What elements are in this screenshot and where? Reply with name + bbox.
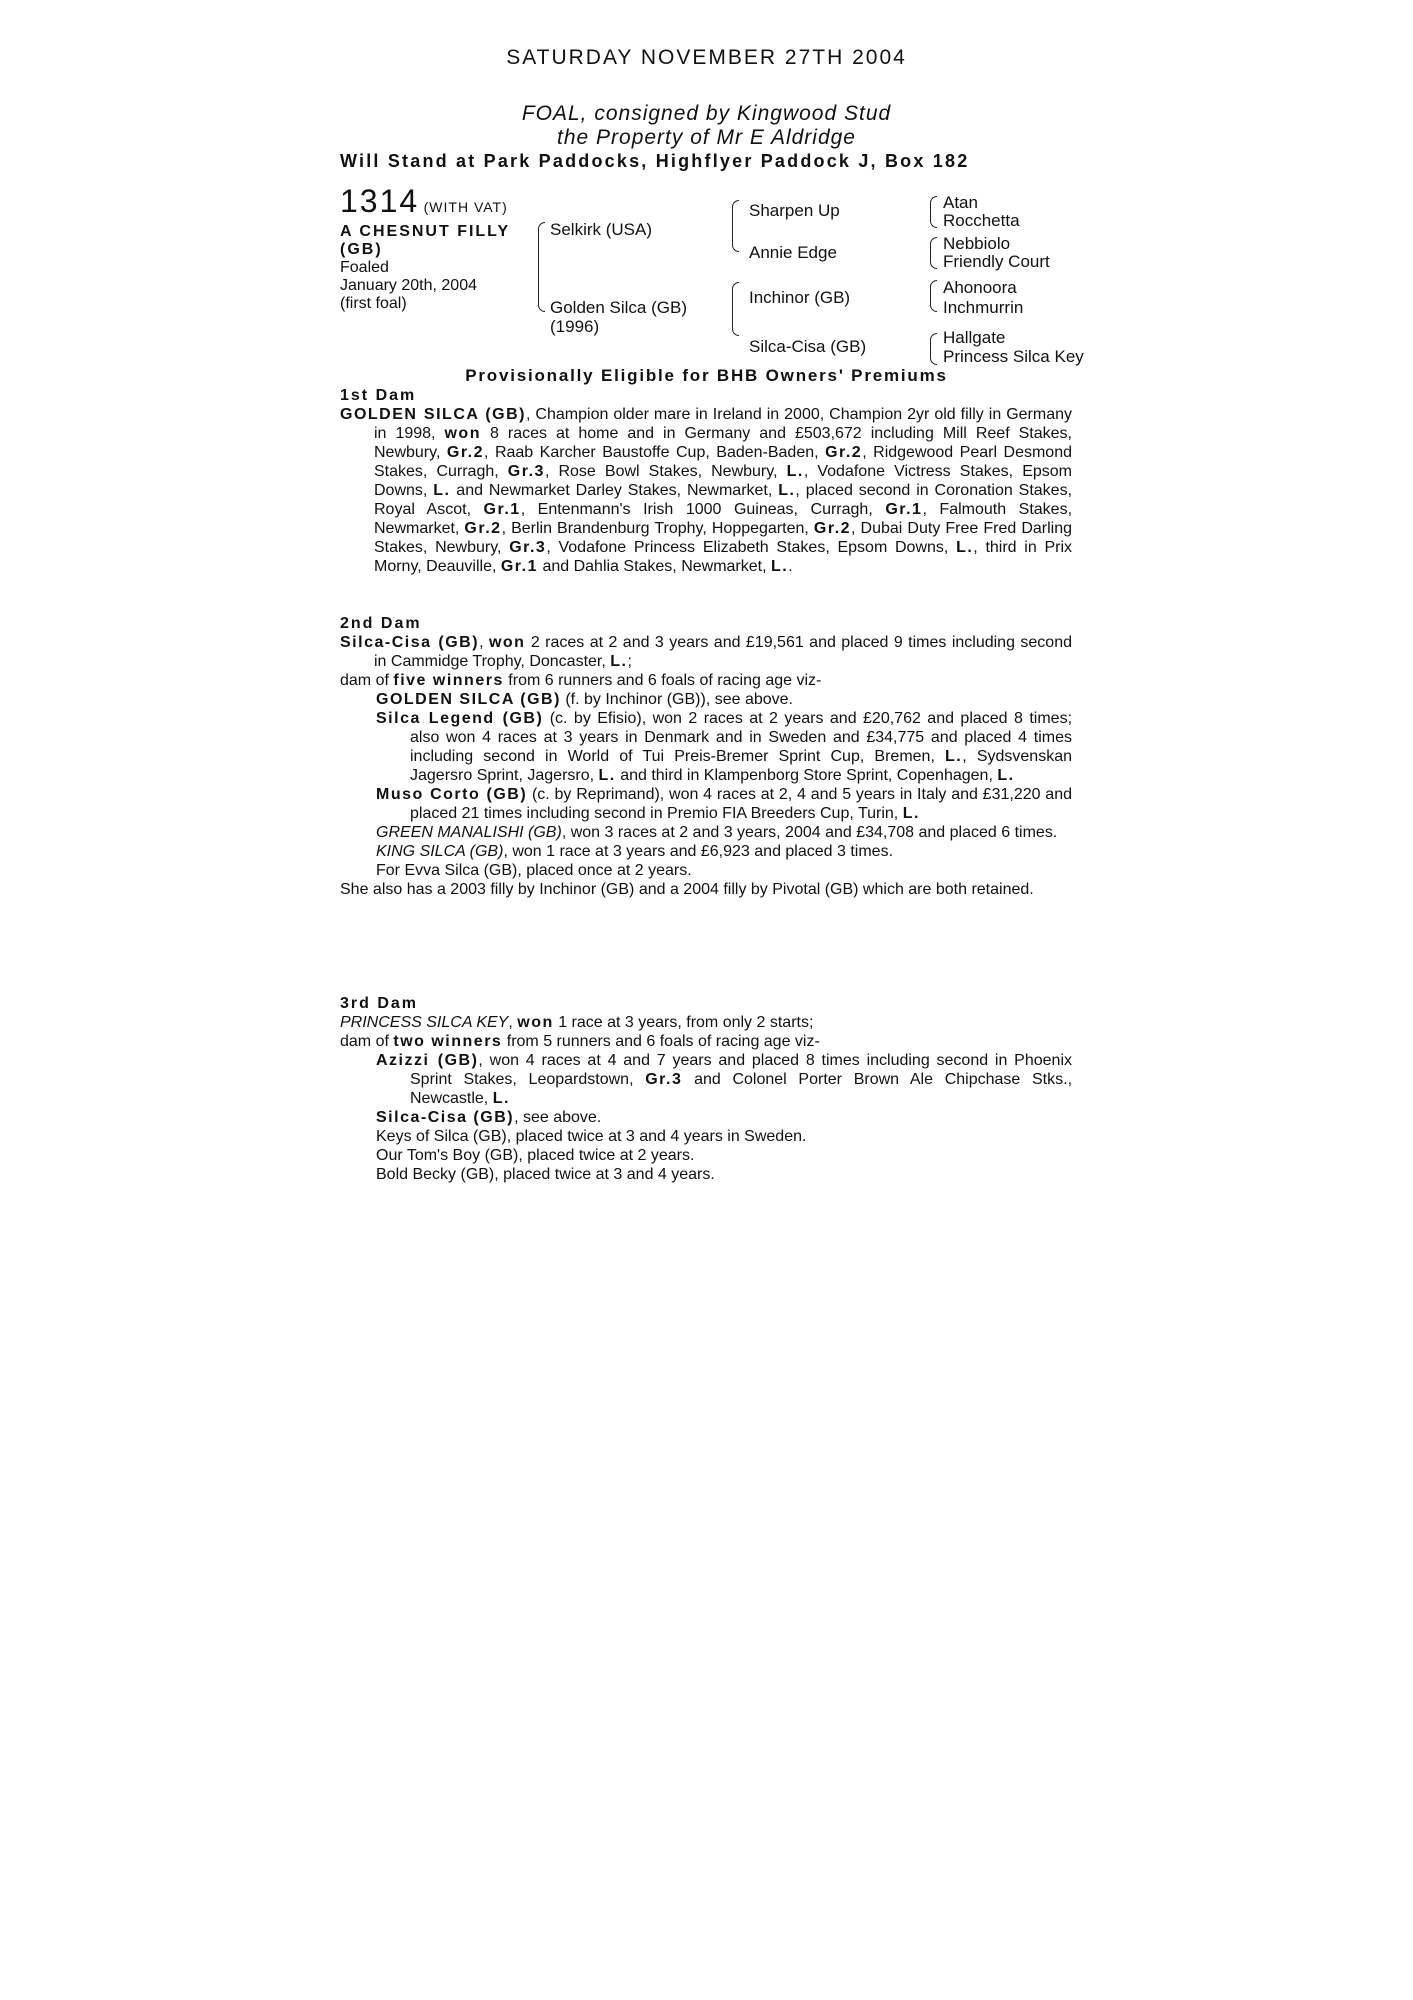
pedigree-sds: Nebbiolo — [943, 234, 1011, 253]
produce-item: GOLDEN SILCA (GB) (f. by Inchinor (GB)), see above. — [376, 691, 793, 708]
pedigree-brace — [732, 200, 739, 252]
first-dam-text: GOLDEN SILCA (GB), Champion older mare in Ireland in 2000, Champion 2yr old filly in Germany in 1998, won 8 races at home and in Germany and £503,672 including Mill Reef Stakes, Newbury, Gr.2, Raab Karcher Baustoffe Cup, Baden-Baden, Gr.2, Ridgewood Pearl Desmond Stakes, Curragh, Gr.3, Rose Bowl Stakes, Newbury, L., Vodafone Victress Stakes, Epsom Downs, L. and Newmarket Darley Stakes, Newmarket, L., placed second in Coronation Stakes, Royal Ascot, Gr.1, Entenmann's Irish 1000 Guineas, Curragh, Gr.1, Falmouth Stakes, Newmarket, Gr.2, Berlin Brandenburg Trophy, Hoppegarten, Gr.2, Dubai Duty Free Fred Darling Stakes, Newbury, Gr.3, Vodafone Princess Elizabeth Stakes, Epsom Downs, L., third in Prix Morny, Deauville, Gr.1 and Dahlia Stakes, Newmarket, L.. — [340, 406, 1073, 575]
produce-item: Keys of Silca (GB), placed twice at 3 and 4 years in Sweden. — [376, 1128, 807, 1145]
produce-item: Azizzi (GB), won 4 races at 4 and 7 years and placed 8 times including second in Phoenix Sprint Stakes, Leopardstown, Gr.3 and Colonel Porter Brown Ale Chipchase Stks., Newcastle, L. — [376, 1052, 1073, 1107]
third-dam-heading: 3rd Dam — [340, 995, 419, 1012]
pedigree-brace — [930, 196, 937, 228]
pedigree-brace — [930, 280, 937, 312]
eligibility-note: Provisionally Eligible for BHB Owners' Premiums — [465, 366, 948, 385]
lot-title-line-1: A CHESNUT FILLY — [340, 223, 511, 240]
vat-note: (WITH VAT) — [423, 199, 508, 215]
first-dam-name: GOLDEN SILCA (GB) — [340, 406, 526, 423]
second-dam-produce-intro: dam of five winners from 6 runners and 6 foals of racing age viz- — [340, 672, 822, 689]
produce-item: For Evva Silca (GB), placed once at 2 years. — [376, 862, 692, 879]
pedigree-brace — [732, 282, 739, 336]
third-dam-name: PRINCESS SILCA KEY — [340, 1014, 509, 1031]
produce-item: Silca-Cisa (GB), see above. — [376, 1109, 602, 1126]
lot-number: 1314 — [340, 183, 420, 219]
consign-line-1: FOAL, consigned by Kingwood Stud — [521, 102, 892, 125]
pedigree-ssd: Rocchetta — [943, 211, 1020, 230]
sale-date: SATURDAY NOVEMBER 27TH 2004 — [506, 46, 907, 69]
foaled-date: January 20th, 2004 — [340, 277, 477, 294]
consignment — [0, 102, 1413, 150]
third-dam-text: PRINCESS SILCA KEY, won 1 race at 3 years, from only 2 starts; — [340, 1014, 814, 1031]
pedigree-dam-dam: Silca-Cisa (GB) — [749, 337, 867, 356]
pedigree-dam-sire: Inchinor (GB) — [749, 288, 851, 307]
consign-line-2: the Property of Mr E Aldridge — [556, 126, 856, 149]
pedigree-sss: Atan — [943, 193, 978, 212]
pedigree-dss: Ahonoora — [943, 278, 1017, 297]
first-dam-section — [340, 386, 1072, 576]
pedigree-dds: Hallgate — [943, 328, 1006, 347]
foaled-label: Foaled — [340, 259, 389, 276]
pedigree-ddd: Princess Silca Key — [943, 347, 1084, 366]
pedigree-sire-dam: Annie Edge — [749, 243, 837, 262]
third-dam-produce-intro: dam of two winners from 5 runners and 6 foals of racing age viz- — [340, 1033, 820, 1050]
second-dam-section — [340, 614, 1072, 899]
pedigree-sdd: Friendly Court — [943, 252, 1050, 271]
second-dam-text: Silca-Cisa (GB), won 2 races at 2 and 3 years and £19,561 and placed 9 times including second in Cammidge Trophy, Doncaster, L.; — [340, 634, 1072, 670]
pedigree-brace — [538, 222, 545, 312]
second-dam-heading: 2nd Dam — [340, 615, 422, 632]
pedigree-sire: Selkirk (USA) — [550, 220, 653, 239]
stand-location: Will Stand at Park Paddocks, Highflyer Paddock J, Box 182 — [340, 151, 970, 171]
pedigree-brace — [930, 237, 937, 269]
pedigree-brace — [930, 333, 937, 365]
produce-item: Muso Corto (GB) (c. by Reprimand), won 4 races at 2, 4 and 5 years in Italy and £31,220 and placed 21 times including second in Premio FIA Breeders Cup, Turin, L. — [376, 786, 1072, 822]
produce-item: Bold Becky (GB), placed twice at 3 and 4 years. — [376, 1166, 715, 1183]
foal-note: (first foal) — [340, 295, 407, 312]
produce-item: Our Tom's Boy (GB), placed twice at 2 years. — [376, 1147, 695, 1164]
lot-info — [340, 183, 540, 313]
pedigree-dam-year: (1996) — [550, 317, 600, 336]
pedigree-sire-sire: Sharpen Up — [749, 201, 840, 220]
produce-item: KING SILCA (GB), won 1 race at 3 years and £6,923 and placed 3 times. — [376, 843, 894, 860]
first-dam-heading: 1st Dam — [340, 387, 417, 404]
lot-title-line-2: (GB) — [340, 241, 383, 258]
pedigree-dsd: Inchmurrin — [943, 298, 1024, 317]
second-dam-name: Silca-Cisa (GB) — [340, 634, 480, 651]
second-dam-retained: She also has a 2003 filly by Inchinor (GB) and a 2004 filly by Pivotal (GB) which are both retained. — [340, 881, 1034, 898]
produce-item: GREEN MANALISHI (GB), won 3 races at 2 and 3 years, 2004 and £34,708 and placed 6 times. — [376, 824, 1058, 841]
produce-item: Silca Legend (GB) (c. by Efisio), won 2 races at 2 years and £20,762 and placed 8 times; also won 4 races at 3 years in Denmark and in Sweden and £34,775 and placed 4 times including second in World of Tui Preis-Bremer Sprint Cup, Bremen, L., Sydsvenskan Jagersro Sprint, Jagersro, L. and third in Klampenborg Store Sprint, Copenhagen, L. — [376, 710, 1073, 784]
third-dam-section — [340, 994, 1072, 1184]
pedigree-dam: Golden Silca (GB) — [550, 298, 687, 317]
lot-title — [340, 223, 540, 259]
